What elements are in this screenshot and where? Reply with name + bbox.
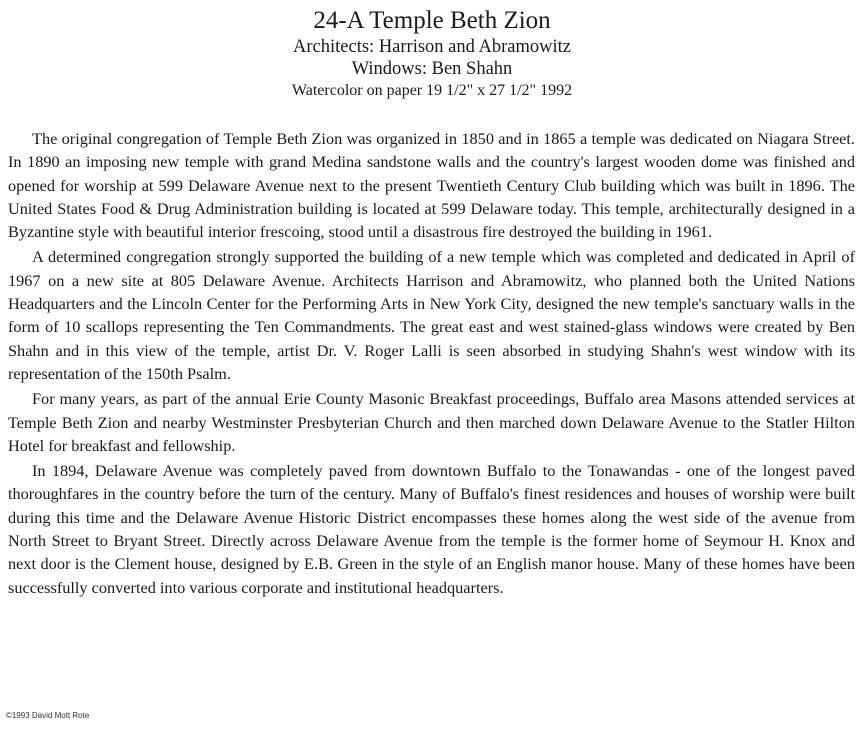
paragraph-1: The original congregation of Temple Beth Zion was organized in 1850 and in 1865 a temple was dedicated on Niagara Street. In 1890 an imposing new temple with grand Medina sandstone walls and the country's largest wooden dome was finished and opened for worship at 599 Delaware Avenue next to the present Twentieth Century Club building which was built in 1896. The United States Food & Drug Administration building is located at 599 Delaware today. This temple, architecturally designed in a Byzantine style with beautiful interior frescoing, stood until a disastrous fire destroyed the building in 1961. — [8, 129, 855, 242]
page-header — [0, 6, 864, 102]
paragraph-2: A determined congregation strongly supported the building of a new temple which was completed and dedicated in April of 1967 on a new site at 805 Delaware Avenue. Architects Harrison and Abramowitz, who planned both the United Nations Headquarters and the Lincoln Center for the Performing Arts in New York City, designed the new temple's sanctuary walls in the form of 10 scallops representing the Ten Commandments. The great east and west stained-glass windows were created by Ben Shahn and in this view of the temple, artist Dr. V. Roger Lalli is seen absorbed in studying Shahn's west window with its representation of the 150th Psalm. — [8, 247, 855, 383]
copyright-notice: ©1993 David Mott Rote — [6, 711, 90, 720]
body-text — [8, 127, 855, 601]
paragraph-3: For many years, as part of the annual Erie County Masonic Breakfast proceedings, Buffalo area Masons attended services at Temple Beth Zion and nearby Westminster Presbyterian Church and then marched down Delaware Avenue to the Statler Hilton Hotel for breakfast and fellowship. — [8, 389, 855, 455]
paragraph-4: In 1894, Delaware Avenue was completely paved from downtown Buffalo to the Tonawandas - one of the longest paved thoroughfares in the country before the turn of the century. Many of Buffalo's finest residences and houses of worship were built during this time and the Delaware Avenue Historic District encompasses these homes along the west side of the avenue from North Street to Bryant Street. Directly across Delaware Avenue from the temple is the former home of Seymour H. Knox and next door is the Clement house, designed by E.B. Green in the style of an English manor house. Many of these homes have been successfully converted into various corporate and institutional headquarters. — [8, 461, 855, 597]
architects-line: Architects: Harrison and Abramowitz — [293, 37, 571, 57]
page-title: 24-A Temple Beth Zion — [313, 7, 551, 34]
windows-line: Windows: Ben Shahn — [351, 59, 513, 79]
medium-line: Watercolor on paper 19 1/2" x 27 1/2" 1992 — [291, 82, 573, 99]
